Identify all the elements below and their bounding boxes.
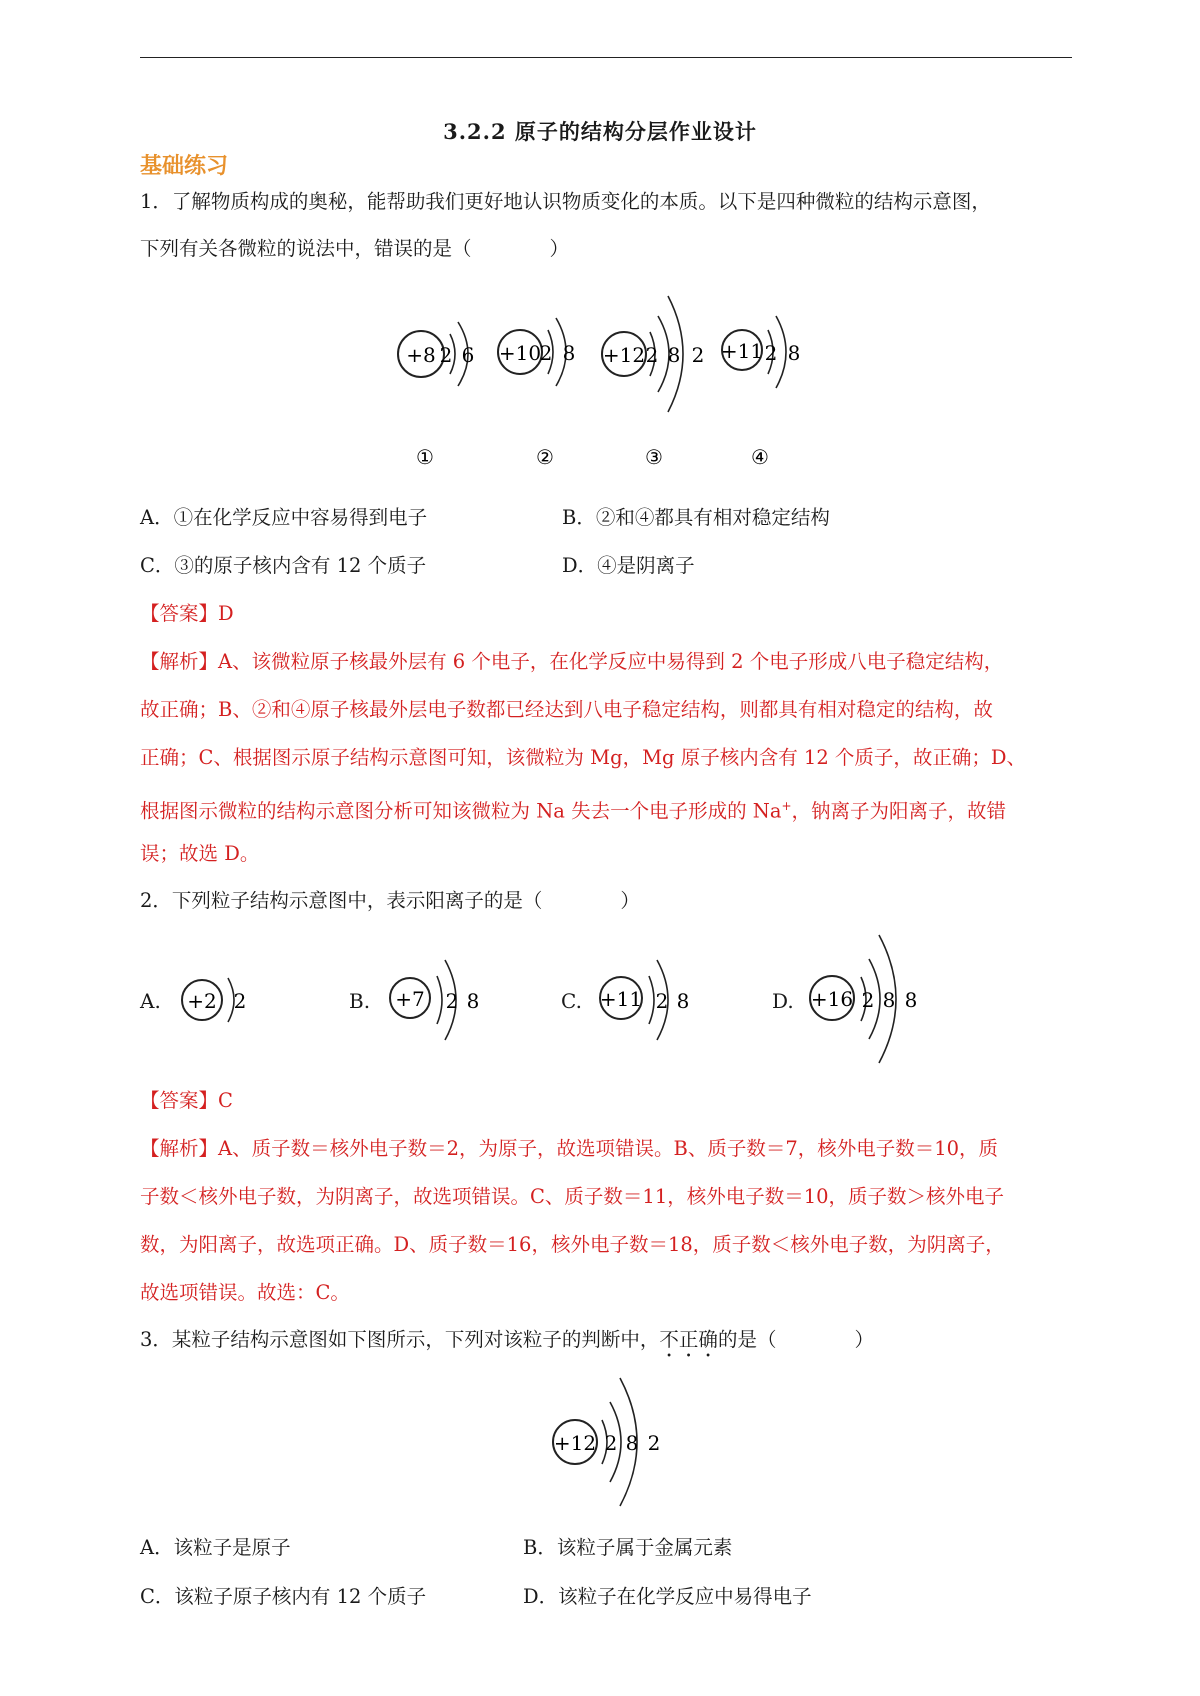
svg-text:6: 6 <box>461 343 475 367</box>
q3-particle-diagram <box>550 1370 680 1510</box>
svg-text:+7: +7 <box>395 987 425 1011</box>
q1-stem-line1: 1．了解物质构成的奥秘，能帮助我们更好地认识物质变化的本质。以下是四种微粒的结构示意图， <box>140 190 991 213</box>
q1-particle-3 <box>602 296 704 469</box>
q1-stem-line2: 下列有关各微粒的说法中，错误的是（ ） <box>140 237 570 260</box>
svg-text:8: 8 <box>676 989 690 1013</box>
svg-text:2: 2 <box>445 989 459 1013</box>
svg-text:+11: +11 <box>599 987 643 1011</box>
q2-option-d-letter: D. <box>772 989 794 1013</box>
q1-label-1: ① <box>416 445 434 469</box>
svg-text:2: 2 <box>691 343 705 367</box>
svg-text:8: 8 <box>904 988 918 1012</box>
q2-stem: 2．下列粒子结构示意图中，表示阳离子的是（ ） <box>140 889 640 912</box>
q1-option-b: B．②和④都具有相对稳定结构 <box>562 506 830 529</box>
q3-option-a: A．该粒子是原子 <box>140 1536 291 1559</box>
q1-particle-2 <box>498 318 575 469</box>
q1-answer: 【答案】D <box>140 602 234 625</box>
q2-analysis-line1: 【解析】A、质子数＝核外电子数＝2，为原子，故选项错误。B、质子数＝7，核外电子数＝10，质 <box>140 1137 999 1160</box>
q1-analysis-line1: 【解析】A、该微粒原子核最外层有 6 个电子，在化学反应中易得到 2 个电子形成八电子稳定结构， <box>140 650 1004 673</box>
q3-option-b: B．该粒子属于金属元素 <box>523 1536 733 1559</box>
svg-text:8: 8 <box>562 341 576 365</box>
svg-text:8: 8 <box>882 988 896 1012</box>
q3-option-c: C．该粒子原子核内有 12 个质子 <box>140 1585 427 1608</box>
svg-text:2: 2 <box>645 343 659 367</box>
q2-analysis-line3: 数，为阳离子，故选项正确。D、质子数＝16，核外电子数＝18，质子数＜核外电子数，为阴离子， <box>140 1233 1005 1256</box>
q2-analysis-line4: 故选项错误。故选：C。 <box>140 1281 350 1304</box>
q1-analysis-line3: 正确；C、根据图示原子结构示意图可知，该微粒为 Mg，Mg 原子核内含有 12 个质子，故正确；D、 <box>140 746 1027 769</box>
svg-text:8: 8 <box>625 1431 639 1455</box>
q1-option-d: D．④是阴离子 <box>562 554 695 577</box>
q3-stem-emphasis: 不正确 <box>659 1328 718 1351</box>
q2-option-b-diagram <box>385 940 495 1050</box>
section-heading: 基础练习 <box>140 153 229 179</box>
svg-text:+10: +10 <box>498 341 542 365</box>
q3-option-d: D．该粒子在化学反应中易得电子 <box>523 1585 812 1608</box>
svg-text:2: 2 <box>233 989 247 1013</box>
svg-text:2: 2 <box>647 1431 661 1455</box>
svg-text:+12: +12 <box>602 343 646 367</box>
q1-option-a: A．①在化学反应中容易得到电子 <box>140 506 428 529</box>
svg-text:2: 2 <box>655 989 669 1013</box>
svg-text:8: 8 <box>466 989 480 1013</box>
svg-text:+12: +12 <box>553 1431 597 1455</box>
q1-particle-diagrams <box>380 290 820 480</box>
q2-option-c-letter: C. <box>561 989 582 1013</box>
svg-text:+11: +11 <box>720 339 764 363</box>
svg-text:+2: +2 <box>187 989 217 1013</box>
page-title: 3.2.2 原子的结构分层作业设计 <box>443 119 757 144</box>
q2-option-c-diagram <box>595 940 705 1050</box>
q1-analysis-line5: 误；故选 D。 <box>140 842 260 865</box>
header-rule <box>140 57 1072 58</box>
svg-text:2: 2 <box>764 341 778 365</box>
q1-label-4: ④ <box>751 445 769 469</box>
q1-option-c: C．③的原子核内含有 12 个质子 <box>140 554 427 577</box>
q2-option-d-diagram <box>805 925 935 1065</box>
svg-text:+16: +16 <box>810 987 854 1011</box>
q2-analysis-line2: 子数＜核外电子数，为阴离子，故选项错误。C、质子数＝11，核外电子数＝10，质子数＞核外电子 <box>140 1185 1005 1208</box>
q1-analysis-line2: 故正确；B、②和④原子核最外层电子数都已经达到八电子稳定结构，则都具有相对稳定的结构，故 <box>140 698 993 721</box>
svg-text:+8: +8 <box>406 343 436 367</box>
q2-option-b-letter: B. <box>349 989 371 1013</box>
q1-analysis-line4: 根据图示微粒的结构示意图分析可知该微粒为 Na 失去一个电子形成的 Na+，钠离子为阳离子，故错 <box>140 799 1007 823</box>
q3-stem: 3．某粒子结构示意图如下图所示，下列对该粒子的判断中，不正确的是（ ） <box>140 1328 874 1351</box>
svg-text:2: 2 <box>861 988 875 1012</box>
svg-text:2: 2 <box>604 1431 618 1455</box>
svg-text:8: 8 <box>787 341 801 365</box>
q2-option-a-letter: A. <box>140 989 161 1013</box>
svg-text:2: 2 <box>439 343 453 367</box>
svg-text:8: 8 <box>667 343 681 367</box>
svg-text:2: 2 <box>539 341 553 365</box>
q1-particle-1 <box>398 322 474 469</box>
q1-label-3: ③ <box>645 445 663 469</box>
q1-label-2: ② <box>536 445 554 469</box>
q2-option-a-diagram <box>178 955 258 1045</box>
q1-particle-4 <box>721 316 800 469</box>
q2-answer: 【答案】C <box>140 1089 233 1112</box>
